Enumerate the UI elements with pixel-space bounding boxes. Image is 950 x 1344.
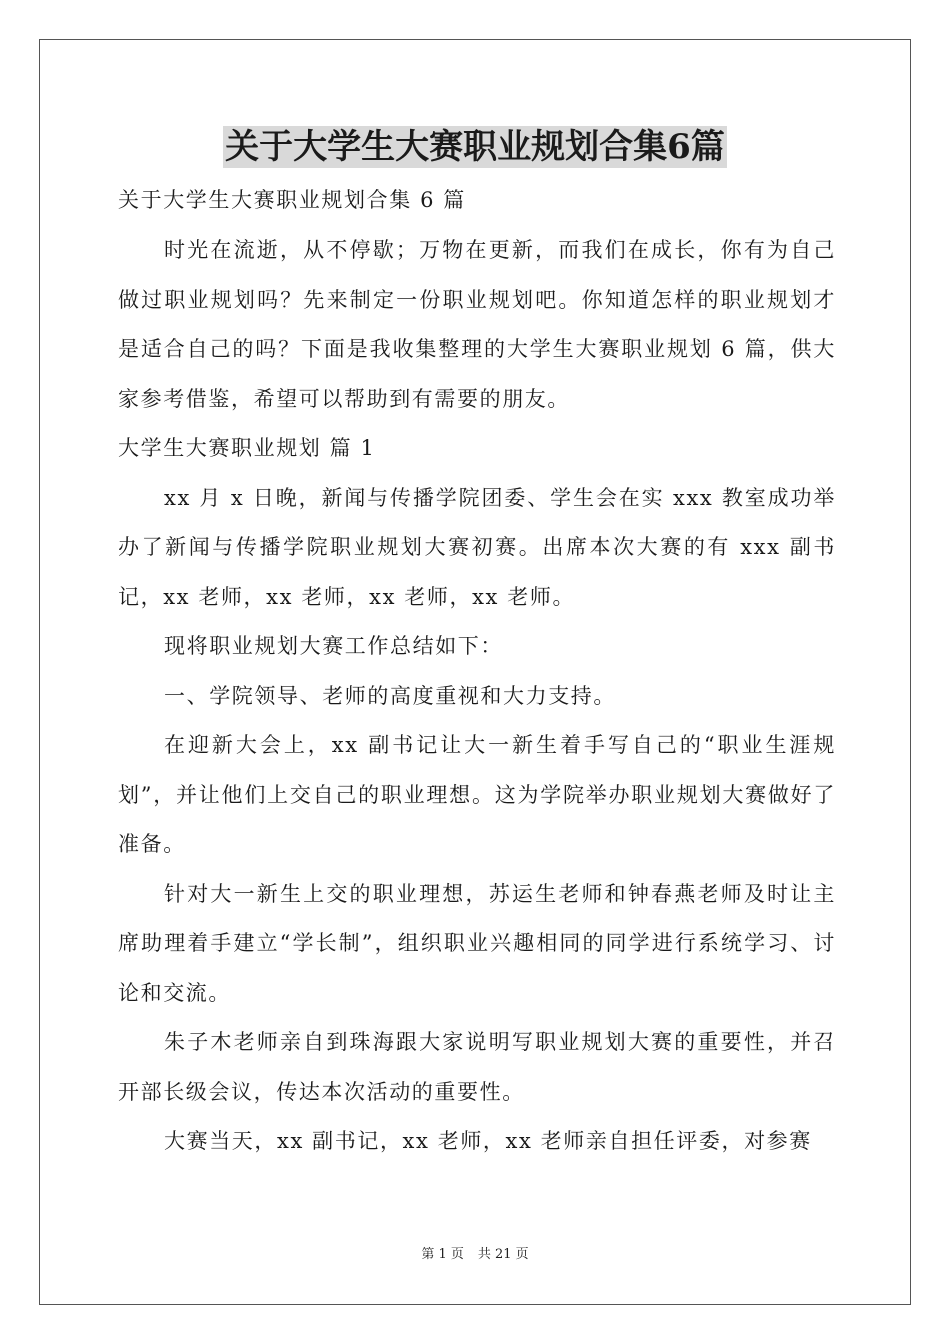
page-footer [0, 1246, 950, 1264]
paragraph: 在迎新大会上，xx 副书记让大一新生着手写自己的“职业生涯规划”，并让他们上交自己的职业理想。这为学院举办职业规划大赛做好了准备。 [118, 733, 836, 856]
paragraph: 大赛当天，xx 副书记，xx 老师，xx 老师亲自担任评委，对参赛 [164, 1129, 812, 1153]
section-heading-1: 大学生大赛职业规划 篇 1 [118, 436, 376, 460]
document-body [118, 180, 836, 1167]
paragraph: 针对大一新生上交的职业理想，苏运生老师和钟春燕老师及时让主席助理着手建立“学长制”，组织职业兴趣相同的同学进行系统学习、讨论和交流。 [118, 881, 836, 1005]
document-subtitle: 关于大学生大赛职业规划合集 6 篇 [118, 188, 466, 212]
paragraph: 朱子木老师亲自到珠海跟大家说明写职业规划大赛的重要性，并召开部长级会议，传达本次活动的重要性。 [118, 1030, 836, 1104]
title-container [0, 126, 950, 168]
paragraph: xx 月 x 日晚，新闻与传播学院团委、学生会在实 xxx 教室成功举办了新闻与传播学院职业规划大赛初赛。出席本次大赛的有 xxx 副书记，xx 老师，xx 老师，xx 老师，xx 老师。 [118, 485, 836, 609]
document-title: 关于大学生大赛职业规划合集6篇 [225, 127, 725, 167]
paragraph: 现将职业规划大赛工作总结如下： [164, 634, 503, 658]
page-number: 第 1 页 [421, 1247, 464, 1262]
paragraph: 一、学院领导、老师的高度重视和大力支持。 [164, 683, 616, 708]
page-total: 共 21 页 [477, 1247, 529, 1262]
paragraph-intro: 时光在流逝，从不停歇；万物在更新，而我们在成长，你有为自己做过职业规划吗？先来制定一份职业规划吧。你知道怎样的职业规划才是适合自己的吗？下面是我收集整理的大学生大赛职业规划 6 篇，供大家参考借鉴，希望可以帮助到有需要的朋友。 [118, 238, 836, 411]
